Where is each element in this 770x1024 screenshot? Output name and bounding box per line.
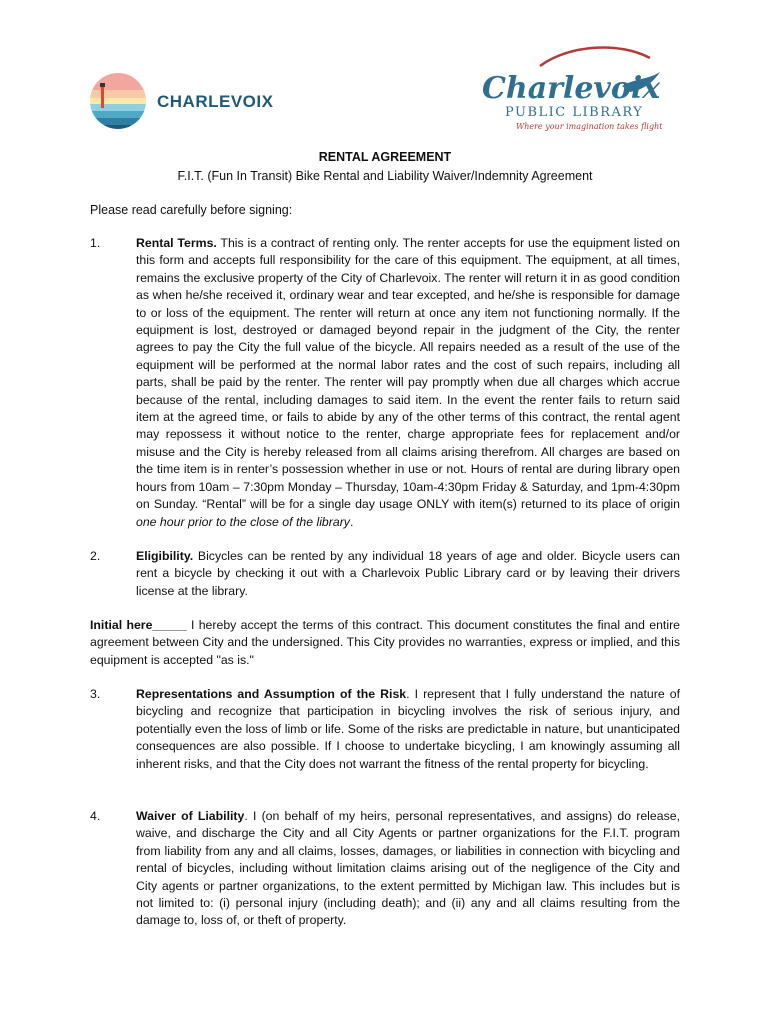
clause-eligibility	[90, 548, 680, 600]
clause-number: 1.	[90, 236, 101, 250]
clause-text: This is a contract of renting only. The renter accepts for use the equipment listed on this form and accepts full responsibility for the care of this equipment. The equipment, at all times, remains the exclusive property of the City of Charlevoix. The renter will return it in as good condition as when he/she received it, ordinary wear and tear excepted, and he/she is responsible for damage to or loss of the equipment. The renter will return at once any item not functioning normally. If the equipment is lost, destroyed or damaged beyond repair in the judgment of the City, the renter agrees to pay the City the full value of the bicycle. All repairs needed as a result of the use of the equipment will be performed at the normal labor rates and the cost of such repairs, including all parts, shall be paid by the renter. The renter will pay promptly when due all charges which accrue because of the rental, including damages to said item. In the event the renter fails to return said item at the agreed time, or fails to abide by any of the other terms of this contract, the rental agent may repossess it without notice to the renter, charge appropriate fees for replacement and/or misuse and the City is hereby released from all claims arising therefrom. All charges are based on the time item is in renter’s possession whether in use or not. Hours of rental are during library open hours from 10am – 7:30pm Monday – Thursday, 10am-4:30pm Friday & Saturday, and 1pm-4:30pm on Sunday. “Rental” will be for a single day usage ONLY with item(s) returned to its place of origin	[136, 236, 680, 512]
charlevoix-city-logo	[90, 70, 280, 132]
clause-italic-text: one hour prior to the close of the library	[136, 514, 350, 529]
charlevoix-logo-text: CHARLEVOIX	[157, 92, 274, 111]
intro-text: Please read carefully before signing:	[90, 203, 293, 217]
clause-waiver-of-liability	[90, 808, 680, 930]
clause-rental-terms	[90, 235, 680, 531]
clause-text: Bicycles can be rented by any individual 18 years of age and older. Bicycle users can rent a bicycle by checking it out with a Charlevoix Public Library card or by leaving their drivers license at the library.	[136, 549, 680, 598]
public-library-logo	[470, 42, 682, 134]
clause-heading: Rental Terms.	[136, 236, 217, 250]
clause-number: 4.	[90, 809, 101, 823]
library-name: Charlevoix	[482, 71, 661, 106]
bird-wing-arc	[540, 48, 650, 66]
document-subtitle: F.I.T. (Fun In Transit) Bike Rental and Liability Waiver/Indemnity Agreement	[177, 169, 593, 183]
initial-text: I hereby accept the terms of this contract. This document constitutes the final and entire agreement between City and the undersigned. This City provides no warranties, express or implied, and this equipment is accepted "as is."	[90, 618, 680, 667]
clause-assumption-of-risk	[90, 686, 680, 773]
document-title: RENTAL AGREEMENT	[318, 150, 452, 164]
clause-number: 3.	[90, 687, 101, 701]
initial-acceptance	[90, 617, 680, 669]
clause-heading: Representations and Assumption of the Risk	[136, 687, 407, 701]
clause-text-end: .	[349, 514, 354, 529]
library-sub: PUBLIC LIBRARY	[505, 105, 644, 120]
clause-heading: Eligibility.	[136, 549, 194, 563]
clause-text: . I (on behalf of my heirs, personal representatives, and assigns) do release, waive, and discharge the City and all City Agents or partner organizations for the F.I.T. program from liability from any and all claims, losses, damages, or liabilities in connection with bicycling and rental of bicycles, including without limitation claims arising out of the negligence of the City and City agents or partner organizations, to the extent permitted by Michigan law. This includes but is not limited to: (i) personal injury (including death); and (ii) any and all claims resulting from the damage to, loss of, or theft of property.	[136, 809, 680, 928]
library-tagline: Where your imagination takes flight	[516, 122, 663, 131]
initial-label: Initial here_____	[90, 618, 187, 632]
clause-number: 2.	[90, 549, 101, 563]
clause-text: . I represent that I fully understand the nature of bicycling and recognize that participation in bicycling involves the risk of serious injury, and potentially even the loss of limb or life. Some of the risks are predictable in nature, but unanticipated consequences are also possible. If I choose to undertake bicycling, I am knowingly assuming all inherent risks, and that the City does not warrant the fitness of the rental property for bicycling.	[136, 687, 681, 771]
clause-heading: Waiver of Liability	[136, 809, 245, 823]
